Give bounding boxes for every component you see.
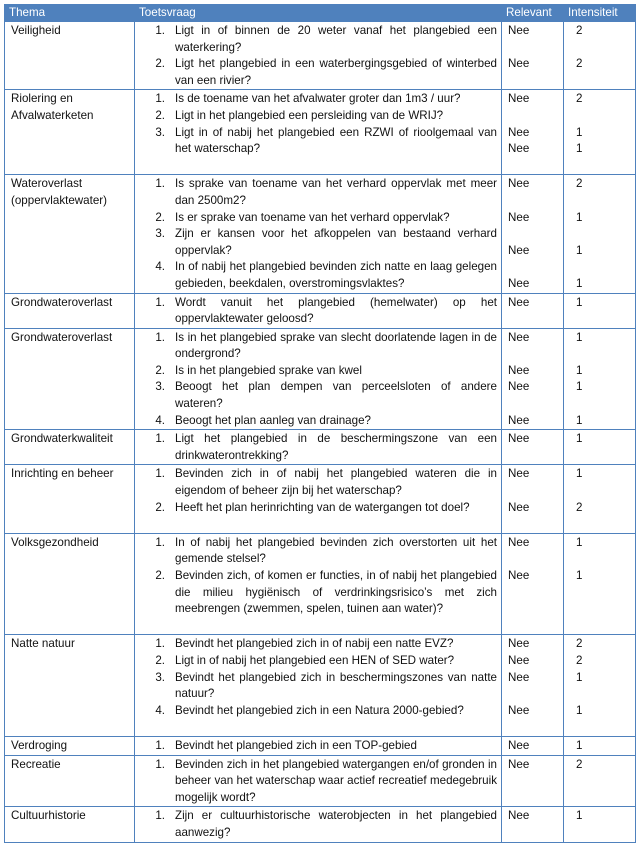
question-item <box>139 259 497 292</box>
intensiteit-value <box>576 516 631 533</box>
relevant-value: Nee <box>508 738 530 752</box>
intensiteit-cell <box>564 533 636 635</box>
relevant-value <box>508 585 559 602</box>
intensiteit-value: 1 <box>576 142 583 156</box>
question-text: Ligt in of nabij het plangebied een RZWI of rioolgemaal van het waterschap? <box>175 125 497 156</box>
question-text: Is in het plangebied sprake van kwel <box>175 363 362 377</box>
table-body <box>5 22 636 843</box>
table-row <box>5 90 636 175</box>
relevant-cell <box>502 755 564 807</box>
thema-cell: Grondwaterkwaliteit <box>5 430 135 465</box>
toetsvraag-cell <box>135 328 502 430</box>
relevant-value <box>508 773 559 790</box>
intensiteit-value: 2 <box>576 57 583 71</box>
relevant-cell <box>502 635 564 737</box>
relevant-value: Nee <box>508 703 530 717</box>
intensiteit-value: 2 <box>576 24 583 37</box>
question-text: Zijn er cultuurhistorische waterobjecten in het plangebied aanwezig? <box>175 809 497 839</box>
question-text: Ligt in of binnen de 20 weter vanaf het plangebied een waterkering? <box>175 24 497 54</box>
intensiteit-value <box>576 158 631 175</box>
question-item <box>139 808 497 841</box>
question-item <box>139 535 497 568</box>
question-text: Ligt het plangebied in een waterbergingsgebied of winterbed van een rivier? <box>175 57 497 87</box>
table-row <box>5 635 636 737</box>
intensiteit-value <box>576 311 631 328</box>
question-item <box>139 636 497 653</box>
question-number: 1. <box>155 177 165 191</box>
toetsvraag-cell <box>135 755 502 807</box>
intensiteit-value <box>576 719 631 736</box>
intensiteit-value <box>576 396 631 413</box>
toetsvraag-cell <box>135 22 502 90</box>
thema-cell: Volksgezondheid <box>5 533 135 635</box>
question-number: 1. <box>155 757 165 771</box>
intensiteit-value: 1 <box>576 467 583 481</box>
question-item <box>139 91 497 108</box>
intensiteit-value <box>576 193 631 210</box>
question-text: Wordt vanuit het plangebied (hemelwater) op het oppervlaktewater geloosd? <box>175 295 497 326</box>
relevant-value <box>508 483 559 500</box>
question-number: 3. <box>155 227 165 241</box>
thema-cell: Veiligheid <box>5 22 135 90</box>
relevant-value <box>508 516 559 533</box>
intensiteit-cell <box>564 807 636 842</box>
question-text: Bevindt het plangebied zich in een Natura 2000-gebied? <box>175 703 464 717</box>
toetsvraag-cell <box>135 90 502 175</box>
intensiteit-value: 1 <box>576 738 583 752</box>
relevant-value: Nee <box>508 380 530 394</box>
intensiteit-value: 2 <box>576 637 583 651</box>
intensiteit-value <box>576 585 631 602</box>
relevant-value <box>508 396 559 413</box>
question-item <box>139 431 497 464</box>
question-text: Is de toename van het afvalwater groter dan 1m3 / uur? <box>175 92 461 106</box>
question-number: 1. <box>155 295 165 309</box>
question-list <box>139 295 497 328</box>
question-item <box>139 363 497 380</box>
table-row <box>5 533 636 635</box>
question-text: In of nabij het plangebied bevinden zich natte en laag gelegen gebieden, beekdalen, overstromingsvlaktes? <box>175 260 497 290</box>
toetsvraag-cell <box>135 635 502 737</box>
intensiteit-value: 1 <box>576 330 583 344</box>
intensiteit-value: 1 <box>576 276 583 290</box>
intensiteit-cell <box>564 430 636 465</box>
question-text: Bevindt het plangebied zich in een TOP-gebied <box>175 738 417 752</box>
question-number: 1. <box>155 467 165 481</box>
question-list <box>139 91 497 157</box>
intensiteit-value <box>576 773 631 790</box>
question-text: Bevindt het plangebied zich in of nabij een natte EVZ? <box>175 637 454 651</box>
relevant-value: Nee <box>508 500 530 514</box>
thema-cell: Verdroging <box>5 736 135 755</box>
question-number: 4. <box>155 413 165 427</box>
question-text: Bevinden zich, of komen er functies, in of nabij het plangebied die milieu hygiënisch of verdrinkingsrisico’s met zich meebrengen (zwemmen, spelen, tuinen aan water)? <box>175 569 497 616</box>
relevant-value <box>508 226 559 243</box>
question-text: Ligt in het plangebied een persleiding van de WRIJ? <box>175 108 444 122</box>
question-item <box>139 108 497 125</box>
intensiteit-value <box>576 73 631 90</box>
toetsvraag-cell <box>135 293 502 328</box>
relevant-value: Nee <box>508 413 530 427</box>
relevant-value: Nee <box>508 670 530 684</box>
question-number: 1. <box>155 330 165 344</box>
relevant-value: Nee <box>508 637 530 651</box>
intensiteit-value: 2 <box>576 757 583 771</box>
table-row <box>5 755 636 807</box>
question-item <box>139 210 497 227</box>
question-number: 1. <box>155 535 165 549</box>
relevant-value: Nee <box>508 535 530 549</box>
relevant-value: Nee <box>508 276 530 290</box>
relevant-value <box>508 448 559 465</box>
intensiteit-value: 1 <box>576 432 583 446</box>
relevant-cell <box>502 22 564 90</box>
question-number: 2. <box>155 210 165 224</box>
question-item <box>139 379 497 412</box>
question-item <box>139 176 497 209</box>
intensiteit-cell <box>564 175 636 293</box>
intensiteit-value <box>576 108 631 125</box>
intensiteit-value <box>576 448 631 465</box>
toetsvraag-cell <box>135 533 502 635</box>
question-number: 3. <box>155 125 165 139</box>
question-number: 2. <box>155 363 165 377</box>
relevant-cell <box>502 175 564 293</box>
question-item <box>139 413 497 430</box>
question-number: 2. <box>155 57 165 71</box>
intensiteit-value: 2 <box>576 92 583 106</box>
question-list <box>139 431 497 464</box>
relevant-value: Nee <box>508 809 530 823</box>
thema-cell: Cultuurhistorie <box>5 807 135 842</box>
question-item <box>139 56 497 89</box>
intensiteit-value <box>576 259 631 276</box>
relevant-value: Nee <box>508 467 530 481</box>
relevant-value: Nee <box>508 57 530 71</box>
question-number: 2. <box>155 569 165 582</box>
relevant-cell <box>502 533 564 635</box>
intensiteit-value: 1 <box>576 125 583 139</box>
intensiteit-value: 1 <box>576 413 583 427</box>
intensiteit-value <box>576 618 631 635</box>
question-text: Ligt het plangebied in de beschermingszone van een drinkwaterontrekking? <box>175 432 497 462</box>
toetsvraag-cell <box>135 430 502 465</box>
header-intensiteit: Intensiteit <box>564 5 636 22</box>
question-item <box>139 330 497 363</box>
relevant-value <box>508 601 559 618</box>
relevant-value <box>508 790 559 807</box>
question-number: 1. <box>155 637 165 651</box>
toetsvraag-cell <box>135 465 502 533</box>
question-list <box>139 636 497 719</box>
thema-cell: Grondwateroverlast <box>5 293 135 328</box>
relevant-value <box>508 686 559 703</box>
intensiteit-cell <box>564 90 636 175</box>
question-list <box>139 330 497 430</box>
intensiteit-value: 1 <box>576 809 583 823</box>
table-row <box>5 22 636 90</box>
thema-cell: Riolering en Afvalwaterketen <box>5 90 135 175</box>
relevant-value: Nee <box>508 330 530 344</box>
header-toetsvraag: Toetsvraag <box>135 5 502 22</box>
toetsvragen-document <box>4 4 635 843</box>
relevant-value: Nee <box>508 210 530 224</box>
table-header-row <box>5 5 636 22</box>
question-item <box>139 500 497 517</box>
relevant-value: Nee <box>508 92 530 106</box>
intensiteit-value: 1 <box>576 380 583 394</box>
relevant-cell <box>502 465 564 533</box>
relevant-cell <box>502 807 564 842</box>
thema-cell: Recreatie <box>5 755 135 807</box>
question-text: In of nabij het plangebied bevinden zich overstorten uit het gemende stelsel? <box>175 535 497 566</box>
toetsvragen-table <box>4 4 636 843</box>
intensiteit-cell <box>564 22 636 90</box>
intensiteit-value: 2 <box>576 653 583 667</box>
question-list <box>139 757 497 807</box>
question-item <box>139 23 497 56</box>
relevant-value: Nee <box>508 653 530 667</box>
question-item <box>139 653 497 670</box>
intensiteit-value <box>576 825 631 842</box>
question-item <box>139 738 497 755</box>
relevant-value: Nee <box>508 363 530 377</box>
relevant-value: Nee <box>508 125 530 139</box>
table-row <box>5 293 636 328</box>
question-number: 3. <box>155 380 165 394</box>
relevant-value <box>508 40 559 57</box>
intensiteit-value: 1 <box>576 535 583 549</box>
relevant-cell <box>502 293 564 328</box>
question-text: Ligt in of nabij het plangebied een HEN of SED water? <box>175 653 455 667</box>
question-item <box>139 703 497 720</box>
question-number: 1. <box>155 738 165 752</box>
question-list <box>139 535 497 618</box>
relevant-value: Nee <box>508 243 530 257</box>
relevant-value: Nee <box>508 142 530 156</box>
relevant-value <box>508 259 559 276</box>
question-text: Beoogt het plan aanleg van drainage? <box>175 413 371 427</box>
question-text: Bevindt het plangebied zich in beschermingszones van natte natuur? <box>175 670 497 701</box>
header-relevant: Relevant <box>502 5 564 22</box>
intensiteit-cell <box>564 328 636 430</box>
intensiteit-value: 1 <box>576 243 583 257</box>
relevant-value: Nee <box>508 177 530 191</box>
thema-cell: Natte natuur <box>5 635 135 737</box>
table-row <box>5 465 636 533</box>
question-list <box>139 466 497 516</box>
question-item <box>139 125 497 158</box>
question-list <box>139 23 497 89</box>
question-item <box>139 466 497 499</box>
relevant-cell <box>502 328 564 430</box>
question-item <box>139 670 497 703</box>
relevant-value <box>508 158 559 175</box>
question-list <box>139 176 497 292</box>
thema-cell: Grondwateroverlast <box>5 328 135 430</box>
relevant-value <box>508 825 559 842</box>
question-number: 2. <box>155 108 165 122</box>
intensiteit-value: 2 <box>576 500 583 514</box>
relevant-value: Nee <box>508 757 530 771</box>
intensiteit-cell <box>564 755 636 807</box>
toetsvraag-cell <box>135 736 502 755</box>
intensiteit-value <box>576 483 631 500</box>
question-text: Bevinden zich in het plangebied watergangen en/of gronden in beheer van het waterschap waar actief recreatief medegebruik mogelijk wordt? <box>175 757 497 804</box>
table-row <box>5 807 636 842</box>
question-number: 1. <box>155 24 165 37</box>
toetsvraag-cell <box>135 175 502 293</box>
question-item <box>139 568 497 618</box>
intensiteit-value <box>576 686 631 703</box>
table-row <box>5 328 636 430</box>
relevant-value: Nee <box>508 432 530 446</box>
intensiteit-value <box>576 40 631 57</box>
question-text: Heeft het plan herinrichting van de watergangen tot doel? <box>175 500 470 514</box>
intensiteit-value <box>576 226 631 243</box>
relevant-value <box>508 73 559 90</box>
relevant-cell <box>502 736 564 755</box>
relevant-value: Nee <box>508 24 530 37</box>
table-row <box>5 736 636 755</box>
intensiteit-value: 1 <box>576 569 583 582</box>
question-item <box>139 295 497 328</box>
relevant-value: Nee <box>508 569 530 582</box>
intensiteit-value: 2 <box>576 177 583 191</box>
thema-cell: Wateroverlast (oppervlaktewater) <box>5 175 135 293</box>
table-row <box>5 430 636 465</box>
intensiteit-value: 1 <box>576 363 583 377</box>
question-number: 1. <box>155 92 165 106</box>
intensiteit-cell <box>564 736 636 755</box>
intensiteit-value <box>576 601 631 618</box>
question-text: Is sprake van toename van het verhard oppervlak met meer dan 2500m2? <box>175 177 497 207</box>
question-item <box>139 757 497 807</box>
toetsvraag-cell <box>135 807 502 842</box>
question-item <box>139 226 497 259</box>
question-list <box>139 738 497 755</box>
relevant-value: Nee <box>508 295 530 309</box>
thema-cell: Inrichting en beheer <box>5 465 135 533</box>
intensiteit-value: 1 <box>576 210 583 224</box>
table-row <box>5 175 636 293</box>
header-thema: Thema <box>5 5 135 22</box>
question-number: 2. <box>155 653 165 667</box>
relevant-cell <box>502 430 564 465</box>
relevant-value <box>508 193 559 210</box>
intensiteit-value: 1 <box>576 670 583 684</box>
question-number: 1. <box>155 432 165 446</box>
intensiteit-value <box>576 346 631 363</box>
relevant-value <box>508 346 559 363</box>
relevant-value <box>508 551 559 568</box>
question-number: 3. <box>155 670 165 684</box>
intensiteit-cell <box>564 465 636 533</box>
relevant-value <box>508 311 559 328</box>
intensiteit-cell <box>564 293 636 328</box>
question-text: Is in het plangebied sprake van slecht doorlatende lagen in de ondergrond? <box>175 330 497 361</box>
question-text: Zijn er kansen voor het afkoppelen van bestaand verhard oppervlak? <box>175 227 497 257</box>
intensiteit-value: 1 <box>576 295 583 309</box>
intensiteit-cell <box>564 635 636 737</box>
question-text: Beoogt het plan dempen van perceelsloten of andere wateren? <box>175 380 497 411</box>
relevant-cell <box>502 90 564 175</box>
relevant-value <box>508 108 559 125</box>
question-number: 4. <box>155 703 165 717</box>
question-number: 4. <box>155 260 165 274</box>
intensiteit-value <box>576 790 631 807</box>
relevant-value <box>508 719 559 736</box>
question-list <box>139 808 497 841</box>
intensiteit-value <box>576 551 631 568</box>
question-number: 1. <box>155 809 165 823</box>
intensiteit-value: 1 <box>576 703 583 717</box>
question-text: Is er sprake van toename van het verhard oppervlak? <box>175 210 450 224</box>
question-number: 2. <box>155 500 165 514</box>
question-text: Bevinden zich in of nabij het plangebied wateren die in eigendom of beheer zijn bij het waterschap? <box>175 467 497 498</box>
relevant-value <box>508 618 559 635</box>
